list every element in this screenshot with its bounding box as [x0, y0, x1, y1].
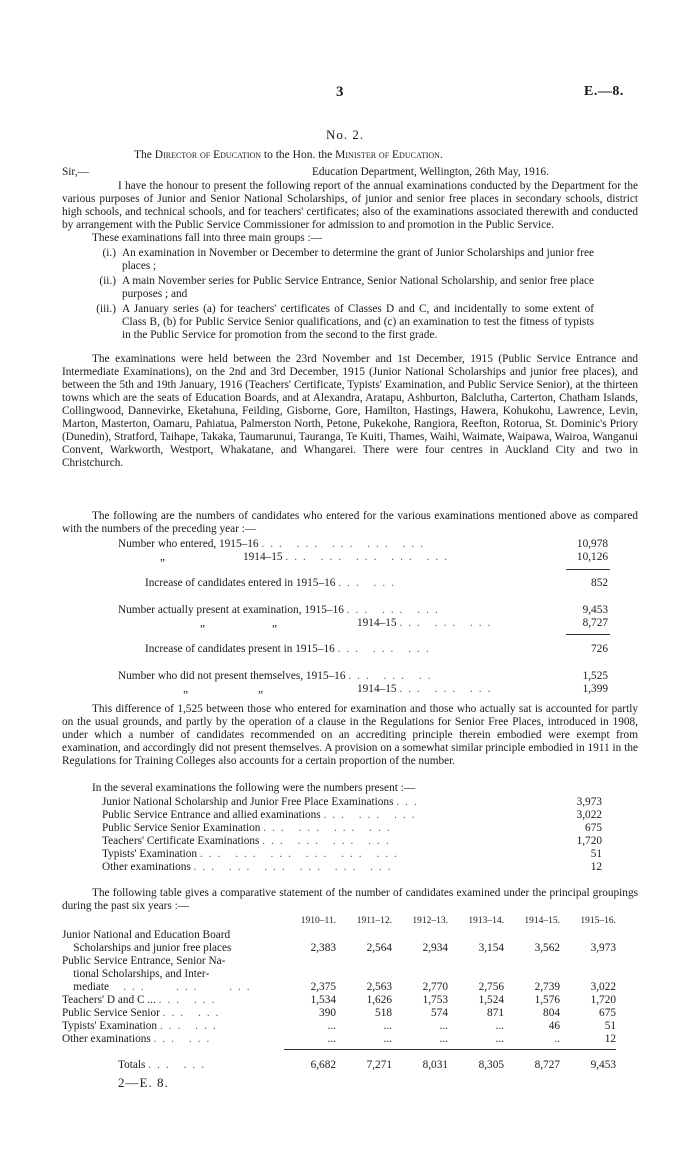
total-cell: 9,453 [590, 1059, 616, 1071]
present-label: Public Service Senior Examination ... ... ... ... [102, 822, 396, 834]
table-cell: 804 [543, 1007, 560, 1019]
table-row-label: Public Service Senior ... ... [62, 1007, 225, 1019]
table-cell: 1,626 [366, 994, 392, 1006]
ditto-mark: „ [200, 617, 206, 629]
table-cell: 2,770 [422, 981, 448, 993]
table-row-label: Teachers' D and C ... ... ... [62, 994, 221, 1006]
table-cell: 2,756 [478, 981, 504, 993]
paragraph-difference: This difference of 1,525 between those who entered for examination and those who actually sat is accounted for partly on the usual grounds, and partly by the operation of a clause in the Regulations for Senior Free Places, introduced in 1908, under which a number of candidates recommended on an accrediting principle therein embodied were exempt from examination, and accordingly did not present themselves. A provision on a somewhat similar principle embodied in 1911 in the Regulations for Training Colleges also accounts for a certain proportion of the number. [62, 703, 638, 767]
table-cell: 2,383 [310, 942, 336, 954]
paragraph-numbers-intro: The following are the numbers of candidates who entered for the various examinations mentioned above as compared with the numbers of the preceding year :— [62, 510, 638, 535]
table-cell: ... [383, 1033, 392, 1045]
present-label: Other examinations ... ... ... ... ... ... [102, 861, 397, 873]
present-row-value: 8,727 [582, 617, 608, 629]
letter-heading: The Director of Education to the Hon. the Minister of Education. [134, 149, 443, 161]
table-cell: 3,022 [590, 981, 616, 993]
table-cell: 2,739 [534, 981, 560, 993]
present-value: 51 [590, 848, 602, 860]
year-header: 1911–12. [356, 916, 392, 926]
total-cell: 8,305 [478, 1059, 504, 1071]
paragraph-table-intro: The following table gives a comparative statement of the number of candidates examined under the principal groupings during the past six years :— [62, 887, 638, 912]
place-date: Education Department, Wellington, 26th May, 1916. [312, 166, 549, 178]
entered-row-value: 10,126 [576, 551, 608, 563]
increase-value: 726 [591, 643, 608, 655]
table-cell: 51 [604, 1020, 616, 1032]
table-cell: 1,576 [534, 994, 560, 1006]
total-cell: 7,271 [366, 1059, 392, 1071]
table-cell: ... [439, 1020, 448, 1032]
table-cell: ... [327, 1020, 336, 1032]
year-header: 1913–14. [468, 916, 504, 926]
year-header: 1915–16. [580, 916, 616, 926]
paragraph-intro: I have the honour to present the following report of the annual examinations conducted by the Department for the various purposes of Junior and Senior National Scholarships, of junior and senior free places in secondary schools, district high schools, and technical schools, and for teachers' certificates; also of the examinations associated therewith and conducted by arrangement with the Public Service Commissioner for admission to and promotion in the Public Service. [62, 180, 638, 231]
page-number: 3 [336, 84, 344, 100]
present-row-label: 1914–15 ... ... ... [357, 617, 497, 629]
increase-value: 852 [591, 577, 608, 589]
table-cell: ... [383, 1020, 392, 1032]
table-row-label: Junior National and Education Board [62, 929, 231, 941]
entered-row-value: 10,978 [576, 538, 608, 550]
absent-row-value: 1,525 [582, 670, 608, 682]
sum-rule [566, 569, 610, 570]
present-label: Junior National Scholarship and Junior Free Place Examinations ... [102, 796, 423, 808]
table-row-label: Typists' Examination ... ... [62, 1020, 222, 1032]
present-value: 675 [585, 822, 602, 834]
present-row-label: Number actually present at examination, 1915–16 ... ... ... [118, 604, 444, 616]
table-cell: 675 [599, 1007, 616, 1019]
present-value: 12 [590, 861, 602, 873]
table-cell: 3,562 [534, 942, 560, 954]
increase-label: Increase of candidates present in 1915–16 ... ... ... [145, 643, 435, 655]
year-header: 1914–15. [524, 916, 560, 926]
table-cell: .. [554, 1033, 560, 1045]
table-cell: 1,534 [310, 994, 336, 1006]
table-row-label: tional Scholarships, and Inter- [62, 968, 210, 980]
absent-row-label: 1914–15 ... ... ... [357, 683, 497, 695]
present-label: Public Service Entrance and allied examinations ... ... ... [102, 809, 421, 821]
ditto-mark: „ [258, 683, 264, 695]
paragraph-present-intro: In the several examinations the following were the numbers present :— [92, 782, 416, 794]
present-value: 1,720 [576, 835, 602, 847]
signature-mark: 2—E. 8. [118, 1075, 169, 1090]
table-cell: 2,934 [422, 942, 448, 954]
total-cell: 6,682 [310, 1059, 336, 1071]
totals-label: Totals ... ... [118, 1059, 211, 1071]
table-cell: 3,973 [590, 942, 616, 954]
letter-number: No. 2. [326, 127, 365, 142]
year-header: 1910–11. [300, 916, 336, 926]
table-cell: 1,720 [590, 994, 616, 1006]
groups-list: (i.) An examination in November or December to determine the grant of Junior Scholarships and junior free places ; (ii.) A main November series for Public Service Entrance, Senior National Scholarship, and senior free place purposes ; and (iii.) A January series (a) for teachers' certificates of Classes D and C, and incidentally to some extent of Class B, (b) for Public Service Senior qualifications, and (c) an examination to test the fitness of typists in the Public Service for promotion from the second to the first grade. [96, 247, 594, 341]
paragraph-groups-intro: These examinations fall into three main groups :— [92, 232, 322, 244]
totals-rule [284, 1049, 616, 1050]
ditto-mark: „ [160, 551, 166, 563]
table-cell: 2,564 [366, 942, 392, 954]
present-value: 3,022 [576, 809, 602, 821]
entered-row-label: 1914–15 ... ... ... ... ... [243, 551, 454, 563]
absent-row-label: Number who did not present themselves, 1915–16 ... ... .. [118, 670, 437, 682]
table-cell: 2,375 [310, 981, 336, 993]
present-value: 3,973 [576, 796, 602, 808]
table-cell: 518 [375, 1007, 392, 1019]
table-row-label: Scholarships and junior free places [62, 942, 232, 954]
document-code: E.—8. [584, 84, 624, 99]
table-cell: ... [495, 1020, 504, 1032]
table-row-label: Other examinations ... ... [62, 1033, 216, 1045]
ditto-mark: „ [272, 617, 278, 629]
table-cell: 12 [604, 1033, 616, 1045]
table-row-label: mediate ... ... ... [62, 981, 256, 993]
increase-label: Increase of candidates entered in 1915–16 ... ... [145, 577, 401, 589]
salutation: Sir,— [62, 166, 89, 178]
table-cell: 390 [319, 1007, 336, 1019]
table-cell: 1,753 [422, 994, 448, 1006]
table-cell: 3,154 [478, 942, 504, 954]
present-row-value: 9,453 [582, 604, 608, 616]
sum-rule [566, 634, 610, 635]
table-row-label: Public Service Entrance, Senior Na- [62, 955, 226, 967]
present-label: Teachers' Certificate Examinations ... ... ... ... [102, 835, 395, 847]
absent-row-value: 1,399 [582, 683, 608, 695]
paragraph-places: The examinations were held between the 23rd November and 1st December, 1915 (Public Service Entrance and Intermediate Examinations), on the 2nd and 3rd December, 1915 (Junior National Scholarships and junior free places), and between the 5th and 19th January, 1916 (Teachers' Certificate, Typists' Examination, and Public Service Senior), at the thirteen towns which are the seats of Education Boards, and at Alexandra, Aratapu, Ashburton, Balclutha, Carterton, Chatham Islands, Collingwood, Dannevirke, Eketahuna, Feilding, Gisborne, Gore, Hamilton, Hastings, Hawera, Kohukohu, Lawrence, Levin, Marton, Masterton, Oamaru, Pahiatua, Palmerston North, Petone, Pukekohe, Rangiora, Reefton, Rotorua, St. Dominic's Priory (Dunedin), Stratford, Taihape, Takaka, Taumarunui, Tauranga, Te Kuiti, Thames, Waihi, Waimate, Waipawa, Wairoa, Wanganui Convent, Warkworth, Westport, Whakatane, and Whangarei. There were four centres in Auckland City and two in Christchurch. [62, 353, 638, 469]
total-cell: 8,727 [534, 1059, 560, 1071]
table-cell: 574 [431, 1007, 448, 1019]
table-cell: ... [495, 1033, 504, 1045]
total-cell: 8,031 [422, 1059, 448, 1071]
year-header: 1912–13. [412, 916, 448, 926]
table-cell: 46 [548, 1020, 560, 1032]
table-cell: 1,524 [478, 994, 504, 1006]
ditto-mark: „ [183, 683, 189, 695]
table-cell: ... [439, 1033, 448, 1045]
table-cell: ... [327, 1033, 336, 1045]
table-cell: 2,563 [366, 981, 392, 993]
table-cell: 871 [487, 1007, 504, 1019]
present-label: Typists' Examination ... ... ... ... ... ... [102, 848, 403, 860]
entered-row-label: Number who entered, 1915–16 ... ... ... ... ... [118, 538, 430, 550]
